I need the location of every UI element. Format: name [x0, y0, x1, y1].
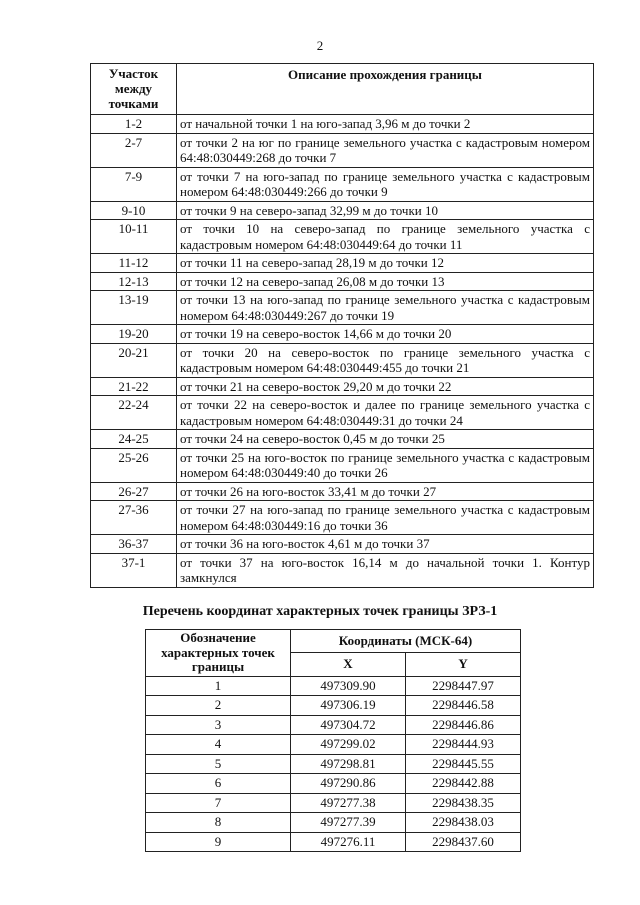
description-cell: от точки 27 на юго-запад по границе земельного участка с кадастровым номером 64:48:030449:16 до точки 36 — [177, 501, 594, 535]
point-cell: 1 — [146, 676, 291, 696]
description-column-header: Описание прохождения границы — [177, 64, 594, 115]
x-cell: 497290.86 — [291, 774, 406, 794]
description-cell: от точки 12 на северо-запад 26,08 м до точки 13 — [177, 272, 594, 291]
point-cell: 7 — [146, 793, 291, 813]
point-cell: 9 — [146, 832, 291, 852]
table-row — [91, 272, 594, 291]
y-column-header: Y — [406, 653, 521, 676]
segment-cell: 25-26 — [91, 448, 177, 482]
boundary-table-header-row — [91, 64, 594, 115]
table-row — [91, 254, 594, 273]
table-row — [91, 325, 594, 344]
segment-cell: 2-7 — [91, 133, 177, 167]
point-cell: 4 — [146, 735, 291, 755]
segment-cell: 21-22 — [91, 377, 177, 396]
table-row — [91, 448, 594, 482]
description-cell: от точки 25 на юго-восток по границе земельного участка с кадастровым номером 64:48:030449:40 до точки 26 — [177, 448, 594, 482]
description-cell: от точки 20 на северо-восток по границе земельного участка с кадастровым номером 64:48:030449:455 до точки 21 — [177, 343, 594, 377]
table-row — [91, 430, 594, 449]
table-row — [91, 291, 594, 325]
segment-cell: 10-11 — [91, 220, 177, 254]
segment-cell: 37-1 — [91, 553, 177, 587]
description-cell: от точки 26 на юго-восток 33,41 м до точки 27 — [177, 482, 594, 501]
segment-cell: 27-36 — [91, 501, 177, 535]
table-row — [91, 501, 594, 535]
table-row — [146, 735, 521, 755]
table-row — [146, 832, 521, 852]
segment-cell: 19-20 — [91, 325, 177, 344]
x-cell: 497309.90 — [291, 676, 406, 696]
segment-cell: 7-9 — [91, 167, 177, 201]
segment-cell: 9-10 — [91, 201, 177, 220]
coordinates-header-row-1 — [146, 630, 521, 653]
table-row — [146, 715, 521, 735]
coordinates-table-body — [146, 676, 521, 852]
y-cell: 2298437.60 — [406, 832, 521, 852]
y-cell: 2298438.35 — [406, 793, 521, 813]
table-row — [91, 535, 594, 554]
coords-group-header: Координаты (МСК-64) — [291, 630, 521, 653]
x-cell: 497304.72 — [291, 715, 406, 735]
table-row — [91, 220, 594, 254]
table-row — [146, 813, 521, 833]
x-cell: 497306.19 — [291, 696, 406, 716]
table-row — [146, 754, 521, 774]
x-cell: 497276.11 — [291, 832, 406, 852]
table-row — [91, 167, 594, 201]
description-cell: от точки 11 на северо-запад 28,19 м до точки 12 — [177, 254, 594, 273]
table-row — [91, 343, 594, 377]
segment-cell: 24-25 — [91, 430, 177, 449]
description-cell: от точки 37 на юго-восток 16,14 м до начальной точки 1. Контур замкнулся — [177, 553, 594, 587]
description-cell: от точки 9 на северо-запад 32,99 м до точки 10 — [177, 201, 594, 220]
description-cell: от точки 36 на юго-восток 4,61 м до точки 37 — [177, 535, 594, 554]
segment-cell: 12-13 — [91, 272, 177, 291]
point-column-header: Обозначение характерных точек границы — [146, 630, 291, 677]
table-row — [91, 201, 594, 220]
description-cell: от точки 24 на северо-восток 0,45 м до точки 25 — [177, 430, 594, 449]
description-cell: от точки 2 на юг по границе земельного участка с кадастровым номером 64:48:030449:268 до точки 7 — [177, 133, 594, 167]
x-cell: 497299.02 — [291, 735, 406, 755]
table-row — [91, 396, 594, 430]
table-row — [146, 676, 521, 696]
point-cell: 8 — [146, 813, 291, 833]
coordinates-section-title: Перечень координат характерных точек границы ЗРЗ-1 — [142, 604, 498, 619]
segment-cell: 20-21 — [91, 343, 177, 377]
segment-cell: 11-12 — [91, 254, 177, 273]
description-cell: от точки 13 на юго-запад по границе земельного участка с кадастровым номером 64:48:030449:267 до точки 19 — [177, 291, 594, 325]
description-cell: от точки 22 на северо-восток и далее по границе земельного участка с кадастровым номером 64:48:030449:31 до точки 24 — [177, 396, 594, 430]
segment-cell: 36-37 — [91, 535, 177, 554]
y-cell: 2298444.93 — [406, 735, 521, 755]
y-cell: 2298446.58 — [406, 696, 521, 716]
segment-cell: 13-19 — [91, 291, 177, 325]
description-cell: от точки 10 на северо-запад по границе земельного участка с кадастровым номером 64:48:030449:64 до точки 11 — [177, 220, 594, 254]
y-cell: 2298446.86 — [406, 715, 521, 735]
description-cell: от точки 7 на юго-запад по границе земельного участка с кадастровым номером 64:48:030449:266 до точки 9 — [177, 167, 594, 201]
segment-cell: 26-27 — [91, 482, 177, 501]
table-row — [146, 696, 521, 716]
point-cell: 5 — [146, 754, 291, 774]
table-row — [91, 115, 594, 134]
y-cell: 2298445.55 — [406, 754, 521, 774]
coordinates-table — [145, 629, 521, 852]
table-row — [91, 377, 594, 396]
y-cell: 2298442.88 — [406, 774, 521, 794]
boundary-description-table — [90, 63, 594, 588]
table-row — [146, 774, 521, 794]
point-cell: 2 — [146, 696, 291, 716]
table-row — [91, 482, 594, 501]
segment-cell: 1-2 — [91, 115, 177, 134]
x-cell: 497277.38 — [291, 793, 406, 813]
segment-cell: 22-24 — [91, 396, 177, 430]
segment-column-header: Участок между точками — [91, 64, 177, 115]
table-row — [146, 793, 521, 813]
description-cell: от начальной точки 1 на юго-запад 3,96 м до точки 2 — [177, 115, 594, 134]
x-cell: 497298.81 — [291, 754, 406, 774]
boundary-table-body — [91, 115, 594, 588]
table-row — [91, 133, 594, 167]
point-cell: 3 — [146, 715, 291, 735]
description-cell: от точки 21 на северо-восток 29,20 м до точки 22 — [177, 377, 594, 396]
y-cell: 2298447.97 — [406, 676, 521, 696]
table-row — [91, 553, 594, 587]
x-cell: 497277.39 — [291, 813, 406, 833]
description-cell: от точки 19 на северо-восток 14,66 м до точки 20 — [177, 325, 594, 344]
point-cell: 6 — [146, 774, 291, 794]
x-column-header: X — [291, 653, 406, 676]
page-number: 2 — [316, 38, 324, 53]
y-cell: 2298438.03 — [406, 813, 521, 833]
